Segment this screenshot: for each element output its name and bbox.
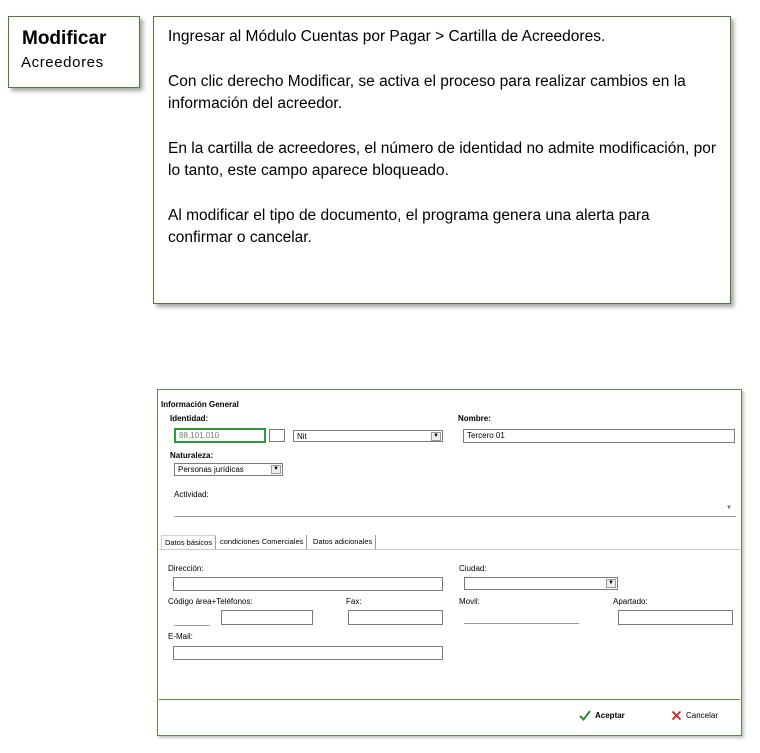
footer-divider: [159, 699, 740, 700]
accept-button[interactable]: [579, 710, 625, 721]
creditor-form-window: [157, 389, 742, 736]
fax-label: Fax:: [346, 597, 362, 606]
check-digit-field[interactable]: [269, 429, 285, 442]
tab-condiciones-comerciales[interactable]: condiciones Comerciales: [217, 535, 307, 549]
actividad-field[interactable]: [174, 516, 736, 517]
area-code-field[interactable]: [174, 625, 210, 626]
instruction-4: Al modificar el tipo de documento, el programa genera una alerta para confirmar o cancelar.: [168, 206, 650, 246]
nombre-field[interactable]: Tercero 01: [463, 429, 735, 443]
fax-field[interactable]: [348, 610, 443, 625]
instructions-box: [153, 16, 731, 304]
chevron-down-icon[interactable]: ▼: [271, 465, 281, 474]
ciudad-select[interactable]: [464, 577, 618, 590]
telefonos-label: Código área+Teléfonos:: [168, 597, 253, 606]
title-box: [8, 16, 140, 88]
chevron-down-icon[interactable]: ▼: [606, 579, 616, 588]
chevron-down-icon[interactable]: ▼: [726, 505, 732, 511]
naturaleza-label: Naturaleza:: [170, 451, 214, 460]
doc-type-select[interactable]: [293, 430, 443, 442]
instruction-1: Ingresar al Módulo Cuentas por Pagar > Cartilla de Acreedores.: [168, 28, 606, 45]
email-field[interactable]: [173, 646, 443, 660]
page-title: Modificar: [22, 28, 107, 49]
apartado-label: Apartado:: [613, 597, 648, 606]
check-icon: [579, 710, 591, 721]
actividad-label: Actividad:: [174, 490, 209, 499]
naturaleza-value: Personas jurídicas: [178, 465, 244, 474]
doc-type-value: Nit: [297, 432, 307, 441]
tab-divider: [159, 549, 740, 550]
accept-label: Aceptar: [595, 711, 625, 720]
direccion-field[interactable]: [173, 577, 443, 591]
email-label: E-Mail:: [168, 632, 193, 641]
direccion-label: Dirección:: [168, 564, 204, 573]
instruction-3: En la cartilla de acreedores, el número de identidad no admite modificación, por lo tanto, este campo aparece bloqueado.: [168, 139, 716, 179]
instruction-2: Con clic derecho Modificar, se activa el proceso para realizar cambios en la información del acreedor.: [168, 72, 686, 112]
movil-field[interactable]: [464, 623, 579, 624]
tab-datos-basicos[interactable]: Datos básicos: [161, 535, 216, 550]
movil-label: Movil:: [459, 597, 480, 606]
cancel-label: Cancelar: [686, 711, 719, 720]
tab-datos-adicionales[interactable]: Datos adicionales: [310, 535, 376, 549]
section-title: Información General: [161, 400, 239, 409]
page-subtitle: Acreedores: [21, 54, 104, 71]
telefonos-field[interactable]: [221, 610, 313, 625]
close-icon: [671, 710, 682, 721]
identidad-label: Identidad:: [170, 414, 209, 423]
apartado-field[interactable]: [618, 610, 733, 625]
identidad-field: 88,101,010: [174, 428, 266, 443]
ciudad-label: Ciudad:: [459, 564, 487, 573]
nombre-label: Nombre:: [458, 414, 491, 423]
cancel-button[interactable]: [671, 710, 718, 721]
chevron-down-icon[interactable]: ▼: [431, 432, 441, 441]
naturaleza-select[interactable]: [174, 463, 283, 476]
